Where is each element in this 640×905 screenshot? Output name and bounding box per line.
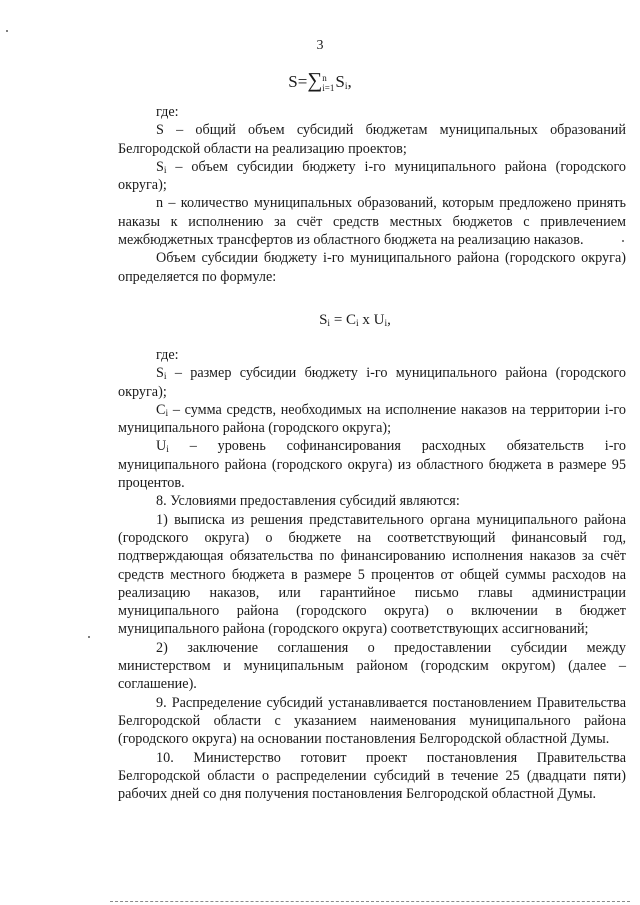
symbol-s: S [156,158,164,175]
formula-tail: , [387,312,391,328]
formula-total-subsidy [0,68,640,93]
scan-speck [88,636,90,638]
symbol-subscript: i [166,445,169,456]
symbol-u: U [156,438,167,455]
paragraph-8-item-1: 1) выписка из решения представительного органа муниципального района (городского округа) о бюджете на соответствующий финансовый год, подтверждающая обязательства по финансированию исполнения наказов за счёт средств местного бюджета в размере 5 процентов от общей суммы расходов на реализацию наказов, или гарантийное письмо главы администрации муниципального района (городского округа) о включении в бюджет муниципального района (городского округа) соответствующих ассигнований; [118,511,626,638]
scan-speck [6,30,8,32]
paragraph-8-item-2: 2) заключение соглашения о предоставлении субсидии между министерством и муниципальным районом (городским округом) (далее – соглашение). [118,639,626,693]
scan-speck [622,240,624,242]
paragraph-8: 8. Условиями предоставления субсидий являются: [156,493,460,510]
sum-lower-limit: i=1 [322,83,335,94]
sum-term-subscript: i [344,82,348,92]
volume-intro: Объем субсидии бюджету i-го муниципального района (городского округа) определяется по формуле: [118,250,626,285]
definition-s: S – общий объем субсидий бюджетам муниципальных образований Белгородской области на реализацию проектов; [118,122,626,157]
formula-tail: , [347,72,352,91]
sigma-symbol: ∑ [307,68,323,92]
definition-ui [118,437,626,492]
sum-upper-limit: n [322,73,327,84]
symbol-subscript: i [163,165,167,176]
formula-c-subscript: i [356,319,359,329]
formula-s-subscript: i [327,319,331,329]
formula-eq-c: = C [330,312,357,328]
where-label: где: [156,347,179,363]
symbol-subscript: i [163,372,167,383]
sum-limits [322,73,334,93]
symbol-c: C [156,401,166,418]
definition-si [118,158,626,195]
where-label: где: [156,104,179,120]
definitions-block-b [118,346,626,803]
definition-si-text: – размер субсидии бюджету i-го муниципального района (городского округа); [118,365,626,400]
formula-s: S [319,312,328,328]
definition-si [118,364,626,401]
formula-subsidy-volume [0,312,640,329]
definition-si-text: – объем субсидии бюджету i-го муниципального района (городского округа); [118,158,626,194]
page-number: 3 [316,38,324,53]
formula-u-subscript: i [384,319,388,329]
definition-n: n – количество муниципальных образований, которым предложено принять наказы к исполнению за счёт средств местных бюджетов с привлечением межбюджетных трансфертов из областного бюджета на реализацию наказов. [118,195,626,249]
formula-x-u: x U [358,312,385,328]
formula-lhs: S= [288,72,308,91]
scan-edge-line [110,901,630,903]
symbol-subscript: i [165,408,169,419]
definition-ui-text: – уровень софинансирования расходных обязательств i-го муниципального района (городского округа) из областного бюджета в размере 95 процентов. [118,438,626,492]
definition-ci [118,401,626,438]
paragraph-10: 10. Министерство готовит проект постановления Правительства Белгородской области о распределении субсидий в течение 25 (двадцати пяти) рабочих дней со дня получения постановления Белгородской областной Думы. [118,749,626,803]
definition-ci-text: – сумма средств, необходимых на исполнение наказов на территории i-го муниципального района (городского округа); [118,401,626,437]
definitions-block-a [118,103,626,286]
symbol-s: S [156,365,164,382]
paragraph-9: 9. Распределение субсидий устанавливается постановлением Правительства Белгородской области с указанием наименования муниципального района (городского округа) на основании постановления Белгородской областной Думы. [118,694,626,748]
sum-term: S [335,72,345,91]
